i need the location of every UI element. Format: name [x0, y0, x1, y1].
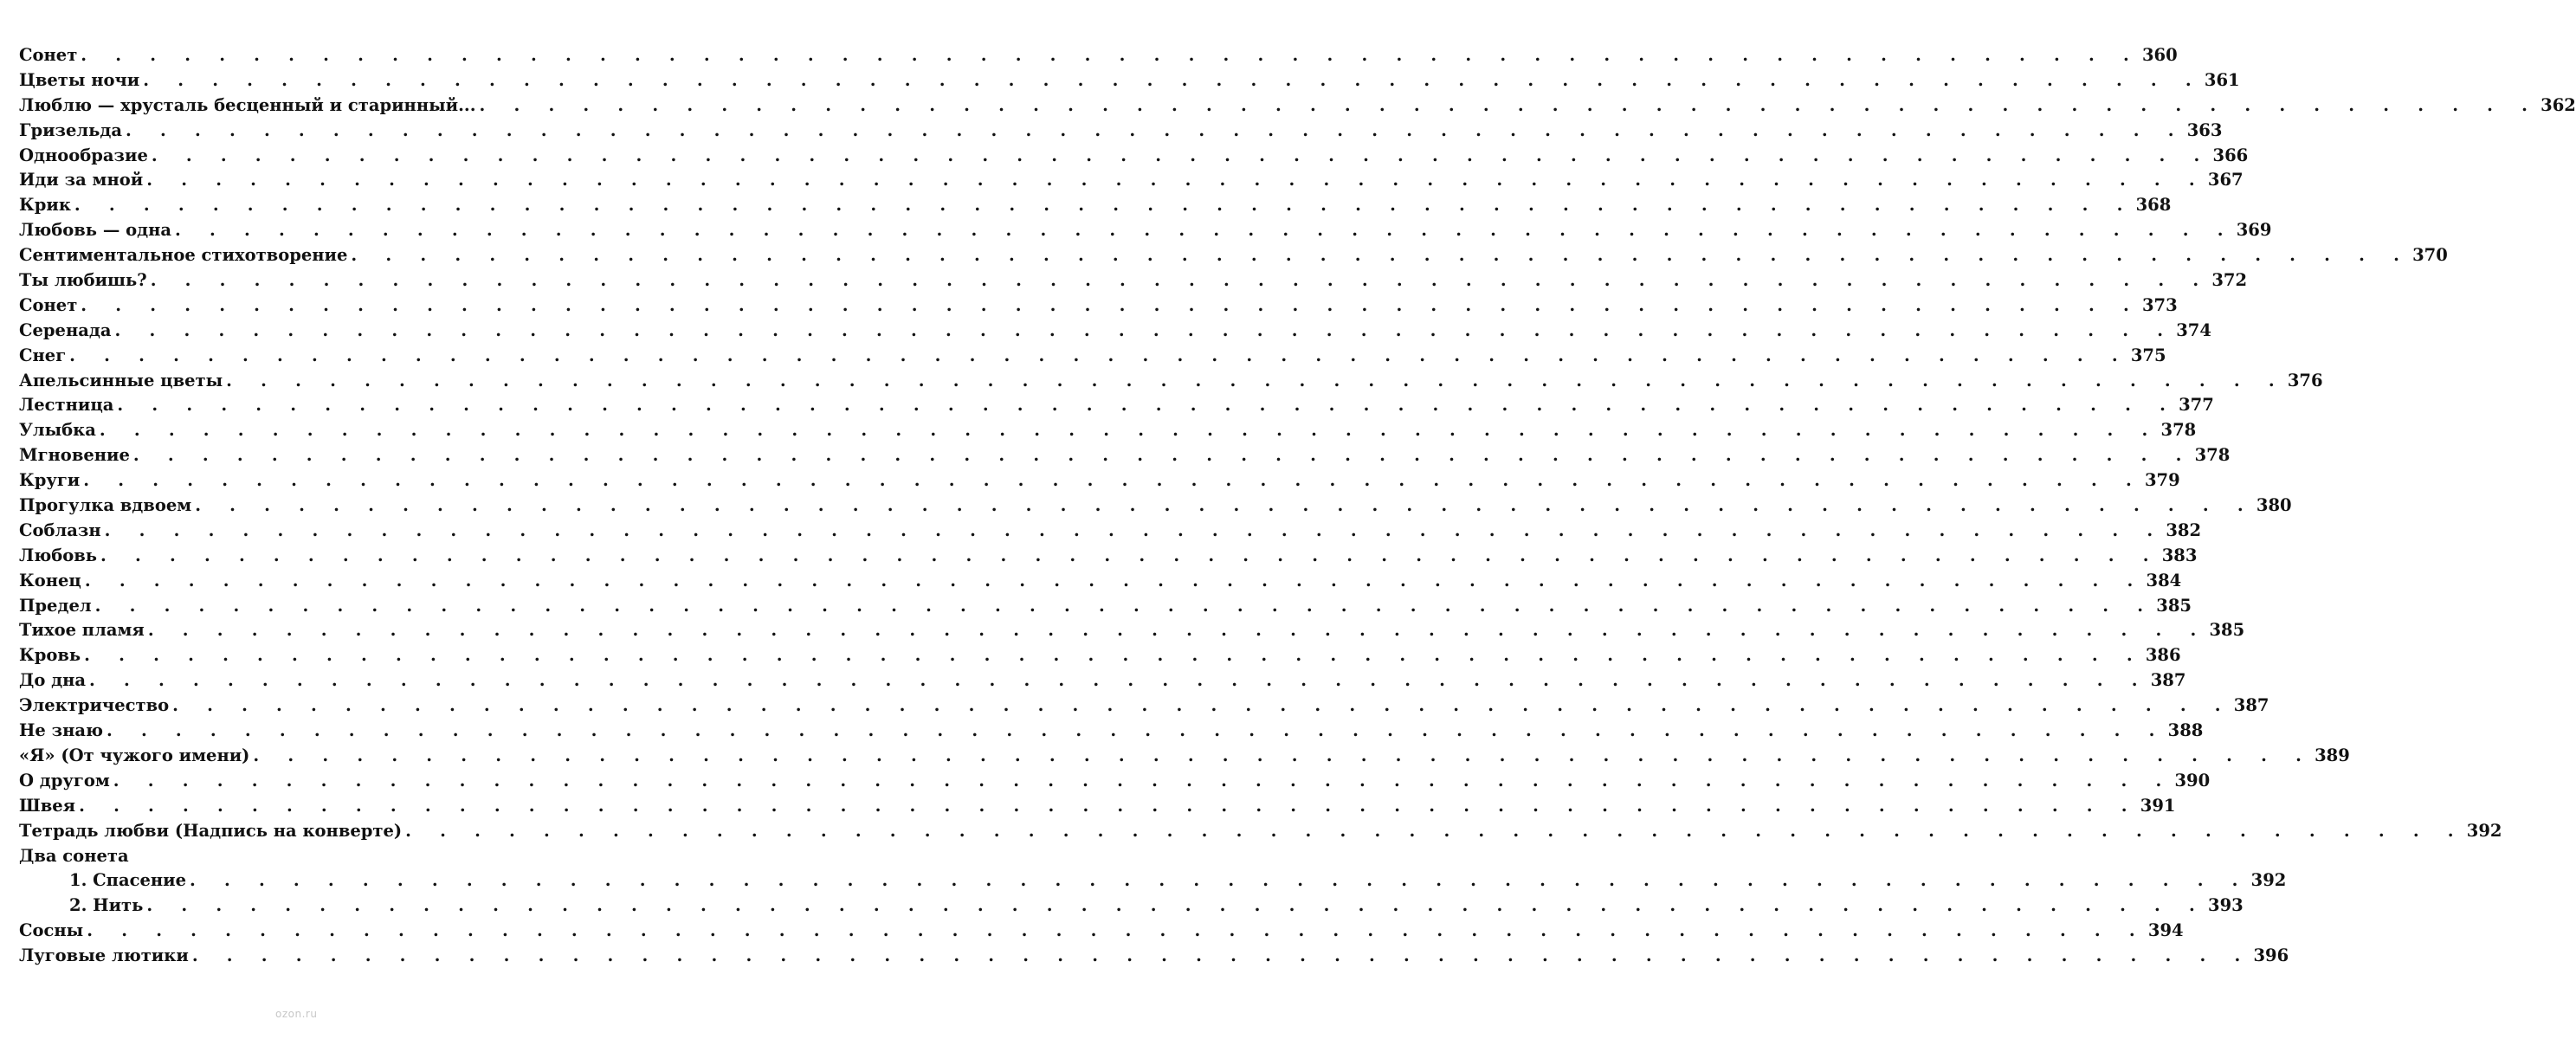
toc-entry-title: Сосны	[19, 920, 84, 941]
toc-entry-title: Цветы ночи	[19, 69, 140, 90]
toc-entry-title: Апельсинные цветы	[19, 370, 223, 390]
toc-entry	[19, 119, 2223, 145]
toc-entry	[19, 220, 2272, 245]
toc-entry-title: Электричество	[19, 695, 170, 716]
toc-page-number: 367	[2207, 170, 2244, 190]
toc-entry-title: Предел	[19, 595, 92, 616]
toc-entry	[19, 170, 2244, 195]
toc-entry-title: Соблазн	[19, 520, 101, 540]
dot-leader: . . . . . . . . . . . . . . . . . . . . . . . . . . . . . . . . . . . . . . . . . . . . . . . . . . . . . . . . . . . .	[81, 294, 2140, 315]
toc-page-number: 385	[2209, 620, 2245, 641]
toc-entry	[19, 645, 2181, 670]
toc-page-number: 387	[2150, 670, 2186, 691]
toc-entry	[19, 445, 2231, 470]
toc-entry	[19, 495, 2292, 520]
dot-leader: . . . . . . . . . . . . . . . . . . . . . . . . . . . . . . . . . . . . . . . . . . . . . . . . . . . . . . . . . . . .	[175, 220, 2235, 241]
toc-entry-title: Луговые лютики	[19, 945, 189, 966]
toc-entry-title: Конец	[19, 570, 81, 590]
toc-entry-title: Швея	[19, 795, 76, 816]
toc-page-number: 387	[2233, 695, 2269, 716]
toc-entry	[19, 695, 2269, 720]
toc-entry-title: Крик	[19, 195, 71, 216]
toc-entry-title: Гризельда	[19, 119, 123, 140]
dot-leader: . . . . . . . . . . . . . . . . . . . . . . . . . . . . . . . . . . . . . . . . . . . . . . . . . . . . . . . . . . . .	[126, 119, 2185, 140]
dot-leader: . . . . . . . . . . . . . . . . . . . . . . . . . . . . . . . . . . . . . . . . . . . . . . . . . . . . . . . . . . . .	[79, 795, 2139, 816]
dot-leader: . . . . . . . . . . . . . . . . . . . . . . . . . . . . . . . . . . . . . . . . . . . . . . . . . . . . . . . . . . . .	[94, 595, 2155, 616]
toc-entry-title: Люблю — хрусталь бесценный и старинный...	[19, 94, 476, 115]
toc-entry	[19, 69, 2240, 95]
toc-entry-title: Снег	[19, 345, 67, 365]
table-of-contents	[19, 45, 2576, 971]
toc-entry	[19, 45, 2178, 70]
dot-leader: . . . . . . . . . . . . . . . . . . . . . . . . . . . . . . . . . . . . . . . . . . . . . . . . . . . . . . . . . . . .	[81, 45, 2140, 65]
toc-page-number: 374	[2176, 319, 2211, 340]
dot-leader: . . . . . . . . . . . . . . . . . . . . . . . . . . . . . . . . . . . . . . . . . . . . . . . . . . . . . . . . . . . .	[191, 945, 2252, 966]
toc-entry	[19, 145, 2249, 171]
toc-page-number: 380	[2256, 495, 2292, 516]
toc-entry-title: Круги	[19, 470, 81, 491]
toc-page-number: 360	[2141, 45, 2178, 65]
dot-leader: . . . . . . . . . . . . . . . . . . . . . . . . . . . . . . . . . . . . . . . . . . . . . . . . . . . . . . . . . . . .	[143, 69, 2203, 90]
toc-entry	[19, 720, 2204, 745]
dot-leader: . . . . . . . . . . . . . . . . . . . . . . . . . . . . . . . . . . . . . . . . . . . . . . . . . . . . . . . . . . . .	[113, 770, 2173, 791]
toc-section-heading	[19, 846, 585, 871]
toc-page-number: 389	[2315, 745, 2350, 765]
toc-entry	[19, 370, 2323, 396]
toc-entry-title: Улыбка	[19, 420, 96, 441]
toc-page-number: 362	[2540, 94, 2576, 115]
toc-entry-title: Сонет	[19, 45, 78, 65]
toc-entry	[19, 345, 2166, 371]
toc-entry-title: Прогулка вдвоем	[19, 495, 192, 516]
toc-entry	[19, 294, 2178, 320]
dot-leader: . . . . . . . . . . . . . . . . . . . . . . . . . . . . . . . . . . . . . . . . . . . . . . . . . . . . . . . . . . . .	[150, 270, 2211, 291]
toc-page-number: 373	[2141, 294, 2178, 315]
toc-entry-title: О другом	[19, 770, 110, 791]
toc-page-number: 383	[2161, 545, 2198, 565]
toc-entry-title: Однообразие	[19, 145, 148, 165]
dot-leader: . . . . . . . . . . . . . . . . . . . . . . . . . . . . . . . . . . . . . . . . . . . . . . . . . . . . . . . . . . . .	[69, 345, 2129, 365]
toc-entry	[19, 470, 2180, 495]
toc-entry-title: Иди за мной	[19, 170, 144, 190]
toc-entry	[19, 245, 2448, 270]
toc-page-number: 372	[2211, 270, 2248, 291]
toc-entry-title: До дна	[19, 670, 87, 691]
toc-page-number: 361	[2204, 69, 2240, 90]
dot-leader: . . . . . . . . . . . . . . . . . . . . . . . . . . . . . . . . . . . . . . . . . . . . . . . . . . . . . . . . . . . .	[74, 195, 2134, 216]
toc-entry-title: Мгновение	[19, 445, 130, 466]
toc-page-number: 394	[2147, 920, 2184, 941]
toc-entry	[19, 195, 2172, 220]
toc-entry	[19, 395, 2214, 420]
dot-leader: . . . . . . . . . . . . . . . . . . . . . . . . . . . . . . . . . . . . . . . . . . . . . . . . . . . . . . . . . . . .	[405, 820, 2465, 841]
dot-leader: . . . . . . . . . . . . . . . . . . . . . . . . . . . . . . . . . . . . . . . . . . . . . . . . . . . . . . . . . . . .	[146, 895, 2207, 916]
toc-entry-title: Лестница	[19, 395, 114, 416]
toc-entry-title: Ты любишь?	[19, 270, 147, 291]
toc-entry	[19, 570, 2182, 596]
dot-leader: . . . . . . . . . . . . . . . . . . . . . . . . . . . . . . . . . . . . . . . . . . . . . . . . . . . . . . . . . . . .	[147, 620, 2208, 641]
toc-entry-title: Сонет	[19, 294, 78, 315]
toc-entry-title: Тихое пламя	[19, 620, 145, 641]
ozon-watermark: ozon.ru	[275, 1008, 318, 1020]
toc-entry	[19, 620, 2245, 645]
toc-page-number: 388	[2167, 720, 2204, 741]
dot-leader: . . . . . . . . . . . . . . . . . . . . . . . . . . . . . . . . . . . . . . . . . . . . . . . . . . . . . . . . . . . .	[195, 495, 2255, 516]
toc-page-number: 396	[2253, 945, 2289, 966]
toc-entry	[19, 595, 2192, 621]
toc-entry-title: Любовь	[19, 545, 98, 565]
dot-leader: . . . . . . . . . . . . . . . . . . . . . . . . . . . . . . . . . . . . . . . . . . . . . . . . . . . . . . . . . . . .	[351, 245, 2411, 266]
toc-entry	[19, 420, 2197, 445]
toc-page-number: 369	[2236, 220, 2272, 241]
toc-page-number: 384	[2146, 570, 2182, 590]
dot-leader: . . . . . . . . . . . . . . . . . . . . . . . . . . . . . . . . . . . . . . . . . . . . . . . . . . . . . . . . . . . .	[146, 170, 2206, 190]
toc-entry	[19, 945, 2289, 971]
dot-leader: . . . . . . . . . . . . . . . . . . . . . . . . . . . . . . . . . . . . . . . . . . . . . . . . . . . . . . . . . . . .	[132, 445, 2193, 466]
dot-leader: . . . . . . . . . . . . . . . . . . . . . . . . . . . . . . . . . . . . . . . . . . . . . . . . . . . . . . . . . . . .	[104, 520, 2165, 540]
toc-entry	[19, 670, 2186, 695]
toc-entry	[19, 545, 2198, 571]
toc-entry-title: Любовь — одна	[19, 220, 172, 241]
dot-leader: . . . . . . . . . . . . . . . . . . . . . . . . . . . . . . . . . . . . . . . . . . . . . . . . . . . . . . . . . . . .	[100, 545, 2160, 565]
toc-page-number: 392	[2466, 820, 2502, 841]
toc-entry-title: Кровь	[19, 645, 81, 666]
toc-entry	[19, 745, 2350, 771]
dot-leader: . . . . . . . . . . . . . . . . . . . . . . . . . . . . . . . . . . . . . . . . . . . . . . . . . . . . . . . . . . . .	[83, 470, 2143, 491]
toc-entry	[19, 895, 2244, 920]
toc-entry-title: Два сонета	[19, 845, 129, 866]
toc-entry	[19, 795, 2176, 821]
toc-page-number: 366	[2212, 145, 2249, 165]
toc-page-number: 379	[2144, 470, 2180, 491]
toc-entry-title: «Я» (От чужого имени)	[19, 745, 250, 765]
toc-page-number: 363	[2186, 119, 2223, 140]
toc-page-number: 392	[2250, 870, 2287, 891]
toc-page-number: 391	[2140, 795, 2176, 816]
toc-page-number: 382	[2166, 520, 2202, 540]
toc-entry	[19, 770, 2211, 796]
dot-leader: . . . . . . . . . . . . . . . . . . . . . . . . . . . . . . . . . . . . . . . . . . . . . . . . . . . . . . . . . . . .	[226, 370, 2286, 390]
dot-leader: . . . . . . . . . . . . . . . . . . . . . . . . . . . . . . . . . . . . . . . . . . . . . . . . . . . . . . . . . . . .	[253, 745, 2314, 765]
toc-page-number: 370	[2412, 245, 2448, 266]
toc-entry	[19, 820, 2502, 846]
toc-entry-title: 2. Нить	[69, 895, 144, 916]
toc-page-number: 375	[2130, 345, 2166, 365]
toc-entry-title: Не знаю	[19, 720, 103, 741]
toc-page-number: 376	[2287, 370, 2323, 390]
toc-entry	[19, 94, 2576, 120]
toc-page-number: 368	[2135, 195, 2172, 216]
toc-page-number: 377	[2179, 395, 2214, 416]
toc-page-number: 386	[2145, 645, 2181, 666]
toc-entry	[19, 270, 2248, 295]
toc-entry	[19, 870, 2287, 895]
dot-leader: . . . . . . . . . . . . . . . . . . . . . . . . . . . . . . . . . . . . . . . . . . . . . . . . . . . . . . . . . . . .	[84, 645, 2144, 666]
dot-leader: . . . . . . . . . . . . . . . . . . . . . . . . . . . . . . . . . . . . . . . . . . . . . . . . . . . . . . . . . . . .	[106, 720, 2166, 741]
toc-page-number: 390	[2174, 770, 2211, 791]
toc-entry-title: Серенада	[19, 319, 112, 340]
toc-entry-title: 1. Спасение	[69, 870, 186, 891]
dot-leader: . . . . . . . . . . . . . . . . . . . . . . . . . . . . . . . . . . . . . . . . . . . . . . . . . . . . . . . . . . . .	[479, 94, 2540, 115]
dot-leader: . . . . . . . . . . . . . . . . . . . . . . . . . . . . . . . . . . . . . . . . . . . . . . . . . . . . . . . . . . . .	[87, 920, 2147, 941]
dot-leader: . . . . . . . . . . . . . . . . . . . . . . . . . . . . . . . . . . . . . . . . . . . . . . . . . . . . . . . . . . . .	[117, 395, 2178, 416]
dot-leader: . . . . . . . . . . . . . . . . . . . . . . . . . . . . . . . . . . . . . . . . . . . . . . . . . . . . . . . . . . . .	[84, 570, 2145, 590]
dot-leader: . . . . . . . . . . . . . . . . . . . . . . . . . . . . . . . . . . . . . . . . . . . . . . . . . . . . . . . . . . . .	[89, 670, 2149, 691]
toc-page-number: 393	[2208, 895, 2244, 916]
toc-entry	[19, 920, 2184, 945]
toc-page-number: 378	[2160, 420, 2197, 441]
toc-entry	[19, 520, 2202, 545]
toc-page-number: 378	[2194, 445, 2231, 466]
dot-leader: . . . . . . . . . . . . . . . . . . . . . . . . . . . . . . . . . . . . . . . . . . . . . . . . . . . . . . . . . . . .	[99, 420, 2160, 441]
dot-leader: . . . . . . . . . . . . . . . . . . . . . . . . . . . . . . . . . . . . . . . . . . . . . . . . . . . . . . . . . . . .	[172, 695, 2232, 716]
toc-entry	[19, 319, 2211, 345]
dot-leader: . . . . . . . . . . . . . . . . . . . . . . . . . . . . . . . . . . . . . . . . . . . . . . . . . . . . . . . . . . . .	[114, 319, 2175, 340]
dot-leader: . . . . . . . . . . . . . . . . . . . . . . . . . . . . . . . . . . . . . . . . . . . . . . . . . . . . . . . . . . . .	[151, 145, 2211, 165]
dot-leader: . . . . . . . . . . . . . . . . . . . . . . . . . . . . . . . . . . . . . . . . . . . . . . . . . . . . . . . . . . . .	[190, 870, 2250, 891]
toc-entry-title: Тетрадь любви (Надпись на конверте)	[19, 820, 403, 841]
toc-entry-title: Сентиментальное стихотворение	[19, 245, 348, 266]
toc-page-number: 385	[2156, 595, 2192, 616]
